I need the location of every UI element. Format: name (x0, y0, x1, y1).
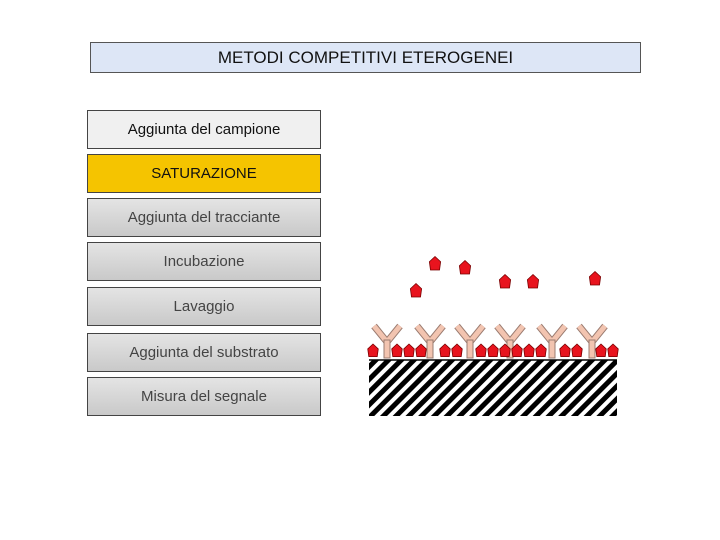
step-aggiunta-tracciante: Aggiunta del tracciante (87, 198, 321, 237)
red-pentagon-icon (476, 344, 487, 357)
assay-illustration (355, 250, 630, 425)
red-pentagon-icon (429, 257, 440, 271)
red-pentagon-icon (536, 344, 547, 357)
step-saturazione: SATURAZIONE (87, 154, 321, 193)
page-title: METODI COMPETITIVI ETEROGENEI (90, 42, 641, 73)
red-pentagon-icon (404, 344, 415, 357)
step-incubazione: Incubazione (87, 242, 321, 281)
red-pentagon-icon (440, 344, 451, 357)
red-pentagon-icon (416, 344, 427, 357)
red-pentagon-icon (527, 275, 538, 289)
step-aggiunta-substrato: Aggiunta del substrato (87, 333, 321, 372)
step-lavaggio: Lavaggio (87, 287, 321, 326)
red-pentagon-icon (488, 344, 499, 357)
red-pentagon-icon (524, 344, 535, 357)
red-pentagon-icon (499, 275, 510, 289)
red-pentagon-icon (596, 344, 607, 357)
red-pentagon-icon (368, 344, 379, 357)
red-pentagon-icon (589, 272, 600, 286)
red-pentagon-icon (560, 344, 571, 357)
red-pentagon-icon (572, 344, 583, 357)
red-pentagon-icon (410, 284, 421, 298)
red-pentagon-icon (452, 344, 463, 357)
hatched-surface-icon (369, 360, 617, 416)
red-pentagon-icon (459, 261, 470, 275)
step-aggiunta-campione: Aggiunta del campione (87, 110, 321, 149)
red-pentagon-icon (608, 344, 619, 357)
red-pentagon-icon (392, 344, 403, 357)
step-misura-segnale: Misura del segnale (87, 377, 321, 416)
